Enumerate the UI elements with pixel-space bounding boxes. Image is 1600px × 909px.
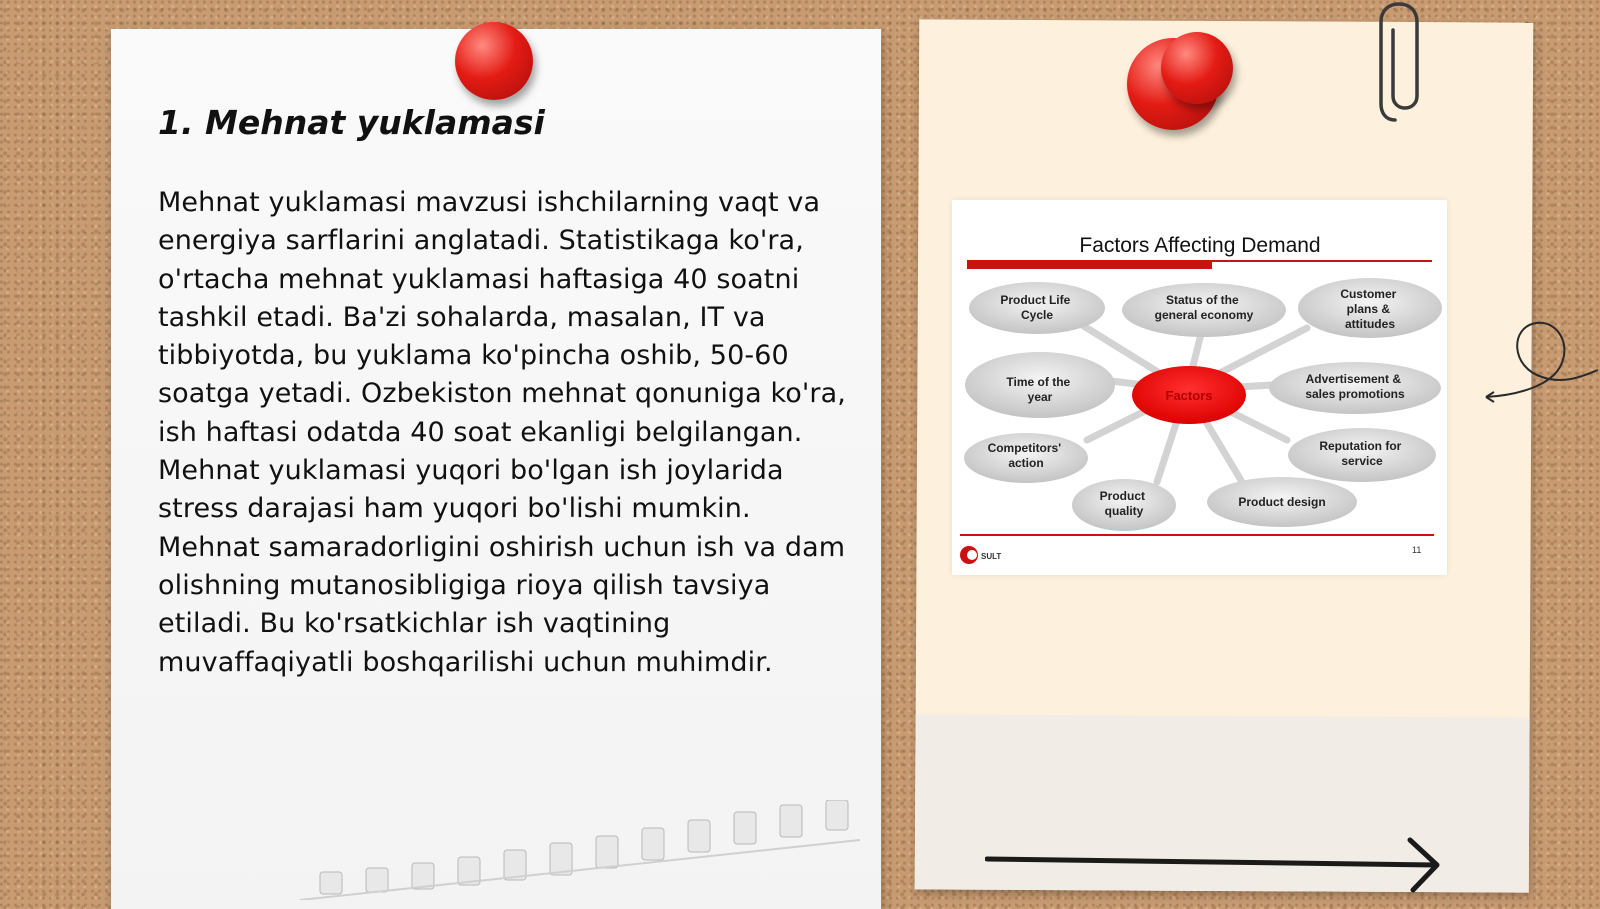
svg-text:Product quality: Product quality (1099, 489, 1145, 518)
note-body: Mehnat yuklamasi mavzusi ishchilarning vaqt va energiya sarflarini anglatadi. Statistikaga ko'ra, o'rtacha mehnat yuklamasi haftasiga 40 soatni tashkil etadi. Ba'zi sohalarda, masalan, IT va tibbiyotda, bu yuklama ko'pincha oshib, 50-60 soatga yetadi. Ozbekiston mehnat qonuniga ko'ra, ish haftasi odatda 40 soat ekanligi belgilangan. Mehnat yuklamasi yuqori bo'lgan ish joylarida stress darajasi ham yuqori bo'lishi mumkin. Mehnat samaradorligini oshirish uchun ish va dam olishning mutanosibligiga rioya qilish tavsiya etiladi. Bu ko'rsatkichlar ish vaqtining muvaffaqiyatli boshqarilishi uchun muhimdir. (158, 187, 846, 678)
svg-text:SULT: SULT (981, 552, 1002, 561)
bubble-product-quality (1072, 479, 1176, 531)
note-title: 1. Mehnat yuklamasi (158, 103, 545, 142)
svg-text:Factors: Factors (1165, 388, 1213, 403)
svg-text:Product design: Product design (1238, 495, 1326, 509)
slide-title: Factors Affecting Demand (1079, 234, 1321, 257)
bubble-product-life-cycle (969, 282, 1105, 334)
footer-line (960, 534, 1434, 536)
bubble-advertisement (1269, 362, 1441, 414)
bubble-status-economy (1122, 283, 1286, 337)
bubble-customer-plans (1298, 278, 1442, 338)
svg-text:Status of the general: Status of the general economy (1154, 293, 1254, 322)
svg-text:Time of the year: Time of the year (1006, 375, 1071, 404)
center-node-factors (1132, 366, 1246, 424)
slide-page-number: 11 (1412, 545, 1422, 555)
paperclip-icon (1375, 0, 1425, 125)
decorative-string (1480, 315, 1600, 405)
title-underline-accent (967, 260, 1212, 269)
arrow-right-icon (985, 835, 1445, 895)
spiral-binding (300, 800, 860, 900)
svg-text:Advertisement & sales: Advertisement & sales promotions (1305, 372, 1405, 401)
push-pin-icon (455, 22, 533, 100)
svg-text:Reputation for service: Reputation for service (1319, 439, 1402, 468)
diagram-slide (952, 200, 1447, 575)
bubble-product-design (1207, 477, 1357, 527)
svg-text:Competitors' action: Competitors' action (987, 441, 1062, 470)
push-pin-icon (1161, 32, 1233, 104)
consult-logo (960, 546, 1001, 564)
bubble-competitors (964, 433, 1088, 483)
bubble-reputation (1288, 428, 1436, 482)
svg-text:Product Life Cycle: Product Life Cycle (1000, 293, 1071, 322)
svg-text:Customer plans &: Customer plans & attitudes (1340, 287, 1397, 331)
bubble-time-of-year (965, 352, 1115, 418)
